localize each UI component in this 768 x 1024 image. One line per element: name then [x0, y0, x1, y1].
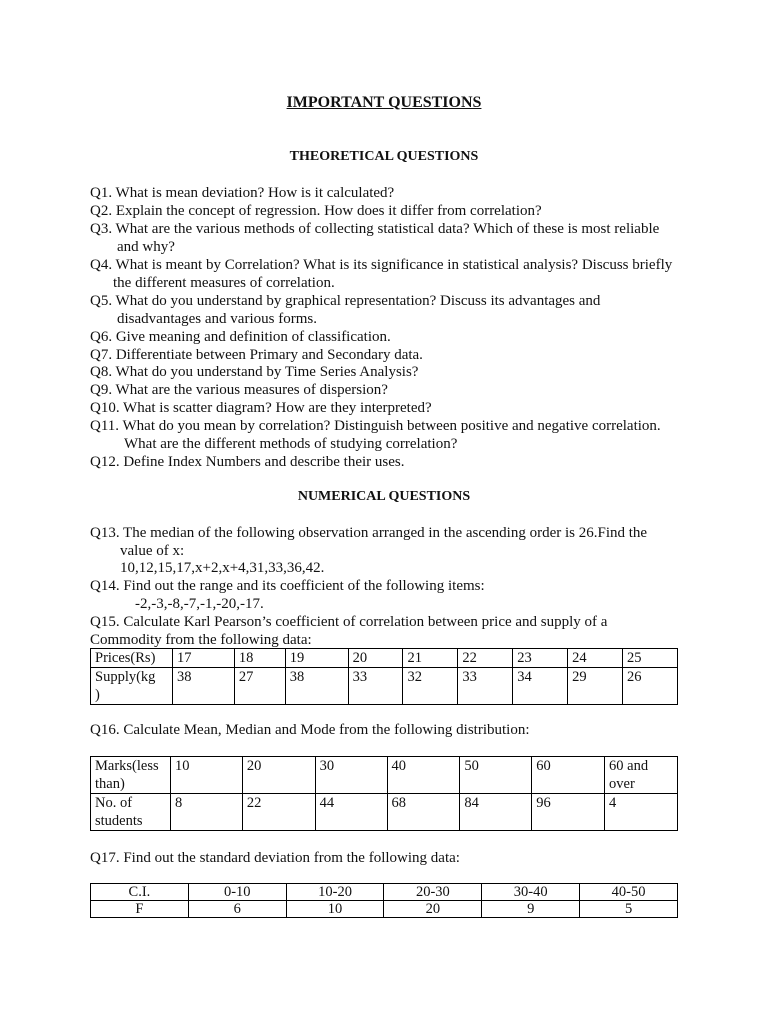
question-q13: Q13. The median of the following observation arranged in the ascending order is 26.Find the	[90, 525, 648, 541]
table-cell: 22	[458, 649, 513, 668]
table-cell: 24	[568, 649, 623, 668]
table-cell: 8	[170, 794, 242, 831]
question-q16: Q16. Calculate Mean, Median and Mode from the following distribution:	[90, 722, 530, 738]
question-q8: Q8. What do you understand by Time Series Analysis?	[90, 364, 419, 380]
question-q9: Q9. What are the various measures of dispersion?	[90, 382, 388, 398]
table-cell: 4	[605, 794, 678, 831]
table-cell: No. of students	[91, 794, 171, 831]
table-cell: F	[91, 901, 189, 918]
table-cell: 6	[188, 901, 286, 918]
table-cell: 21	[403, 649, 458, 668]
table-cell: 19	[285, 649, 348, 668]
table-cell: 22	[242, 794, 315, 831]
table-cell: 40-50	[580, 884, 678, 901]
question-q11: Q11. What do you mean by correlation? Distinguish between positive and negative correlation.	[90, 418, 661, 434]
question-q1: Q1. What is mean deviation? How is it calculated?	[90, 185, 395, 201]
question-q3: Q3. What are the various methods of collecting statistical data? Which of these is most reliable	[90, 221, 660, 237]
question-q15: Q15. Calculate Karl Pearson’s coefficient of correlation between price and supply of a	[90, 614, 608, 630]
table-row	[91, 884, 678, 901]
table-cell: 38	[285, 668, 348, 705]
table-cell: 23	[513, 649, 568, 668]
table-cell: 17	[172, 649, 234, 668]
table-cell: 38	[172, 668, 234, 705]
question-q17: Q17. Find out the standard deviation from the following data:	[90, 850, 460, 866]
table-cell: 32	[403, 668, 458, 705]
table-cell: 50	[460, 757, 532, 794]
table-cell: 84	[460, 794, 532, 831]
table-cell: 20	[384, 901, 482, 918]
price-supply-table	[90, 648, 678, 705]
table-row	[91, 668, 678, 705]
table-cell: 60 and over	[605, 757, 678, 794]
question-q5: Q5. What do you understand by graphical representation? Discuss its advantages and	[90, 293, 601, 309]
table-cell: 25	[623, 649, 678, 668]
question-q14-values: -2,-3,-8,-7,-1,-20,-17.	[135, 596, 264, 612]
question-q6: Q6. Give meaning and definition of classification.	[90, 329, 391, 345]
table-cell: 29	[568, 668, 623, 705]
question-q5-continued: disadvantages and various forms.	[117, 311, 317, 327]
table-cell: 96	[532, 794, 605, 831]
table-cell: 20	[348, 649, 403, 668]
table-cell: 30	[315, 757, 387, 794]
question-q13-values: 10,12,15,17,x+2,x+4,31,33,36,42.	[120, 560, 325, 576]
table-cell: 34	[513, 668, 568, 705]
question-q3-continued: and why?	[117, 239, 175, 255]
question-q13-continued: value of x:	[120, 543, 185, 559]
table-cell: Prices(Rs)	[91, 649, 173, 668]
table-row	[91, 901, 678, 918]
marks-distribution-table	[90, 756, 678, 831]
table-cell: 18	[234, 649, 285, 668]
table-cell: 68	[387, 794, 460, 831]
question-q4-continued: the different measures of correlation.	[113, 275, 335, 291]
table-cell: Marks(less than)	[91, 757, 171, 794]
table-cell: 30-40	[482, 884, 580, 901]
table-row	[91, 794, 678, 831]
question-q4: Q4. What is meant by Correlation? What is its significance in statistical analysis? Discuss briefly	[90, 257, 673, 273]
numerical-heading: NUMERICAL QUESTIONS	[297, 489, 471, 504]
table-cell: 60	[532, 757, 605, 794]
question-q10: Q10. What is scatter diagram? How are they interpreted?	[90, 400, 432, 416]
table-cell: C.I.	[91, 884, 189, 901]
table-cell: 0-10	[188, 884, 286, 901]
question-q11-continued: What are the different methods of studying correlation?	[124, 436, 458, 452]
table-cell: 10	[286, 901, 384, 918]
table-cell: 20-30	[384, 884, 482, 901]
page-title: IMPORTANT QUESTIONS	[286, 94, 482, 111]
table-cell: 20	[242, 757, 315, 794]
question-q2: Q2. Explain the concept of regression. How does it differ from correlation?	[90, 203, 542, 219]
table-cell: 26	[623, 668, 678, 705]
table-cell: Supply(kg )	[91, 668, 173, 705]
table-cell: 9	[482, 901, 580, 918]
theoretical-heading: THEORETICAL QUESTIONS	[289, 149, 479, 164]
table-cell: 10-20	[286, 884, 384, 901]
table-cell: 10	[170, 757, 242, 794]
table-cell: 33	[458, 668, 513, 705]
table-row	[91, 757, 678, 794]
class-interval-table	[90, 883, 678, 918]
table-cell: 33	[348, 668, 403, 705]
table-cell: 44	[315, 794, 387, 831]
table-row	[91, 649, 678, 668]
table-cell: 40	[387, 757, 460, 794]
table-cell: 27	[234, 668, 285, 705]
question-q12: Q12. Define Index Numbers and describe their uses.	[90, 454, 405, 470]
table-cell: 5	[580, 901, 678, 918]
question-q15-continued: Commodity from the following data:	[90, 632, 312, 648]
question-q7: Q7. Differentiate between Primary and Secondary data.	[90, 347, 423, 363]
question-q14: Q14. Find out the range and its coefficient of the following items:	[90, 578, 485, 594]
